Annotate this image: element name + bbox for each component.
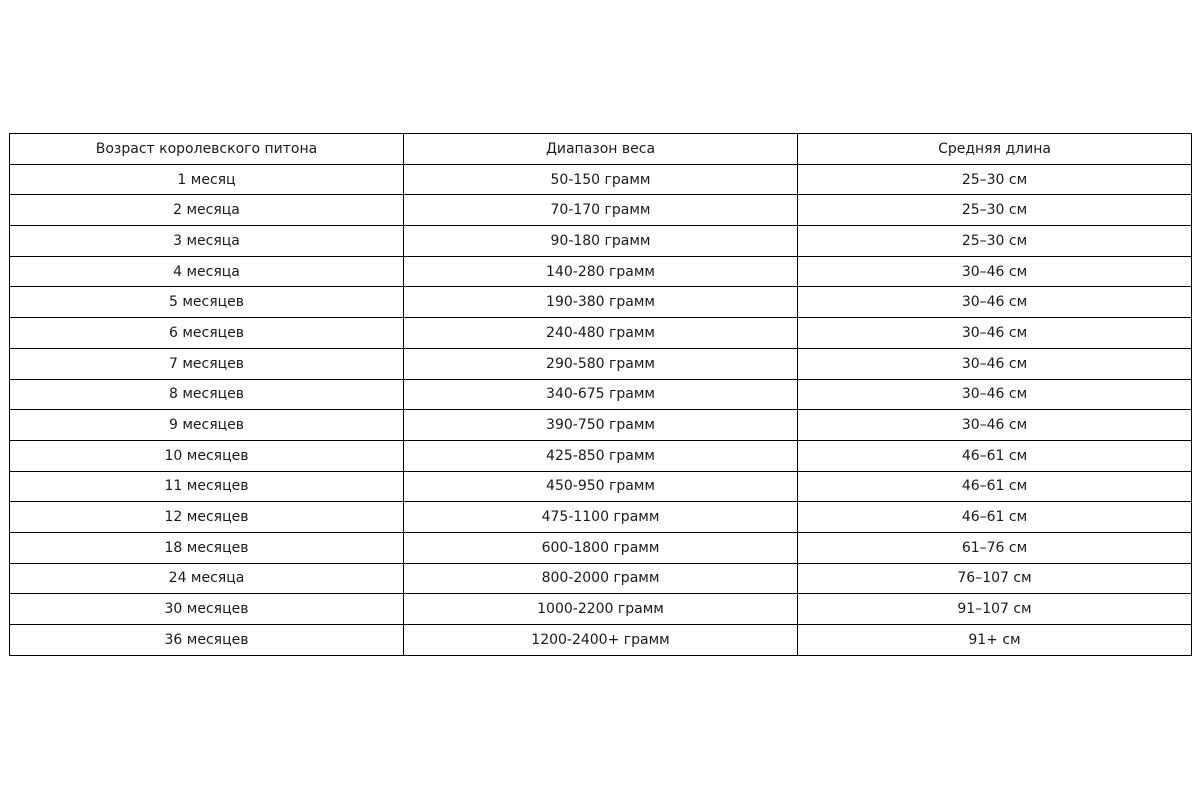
- cell-weight-range: 190-380 грамм: [404, 287, 798, 318]
- cell-average-length: 25–30 см: [798, 226, 1192, 257]
- table-row: [10, 226, 1192, 257]
- cell-weight-range: 390-750 грамм: [404, 410, 798, 441]
- cell-average-length: 76–107 см: [798, 563, 1192, 594]
- cell-weight-range: 425-850 грамм: [404, 440, 798, 471]
- table-row: [10, 410, 1192, 441]
- cell-age: 3 месяца: [10, 226, 404, 257]
- header-average-length: Средняя длина: [798, 134, 1192, 165]
- cell-average-length: 91–107 см: [798, 594, 1192, 625]
- table-row: [10, 532, 1192, 563]
- table-row: [10, 287, 1192, 318]
- cell-average-length: 46–61 см: [798, 440, 1192, 471]
- cell-average-length: 25–30 см: [798, 195, 1192, 226]
- cell-weight-range: 1000-2200 грамм: [404, 594, 798, 625]
- table-row: [10, 502, 1192, 533]
- growth-table-container: [9, 133, 1191, 656]
- cell-weight-range: 340-675 грамм: [404, 379, 798, 410]
- table-row: [10, 318, 1192, 349]
- cell-average-length: 46–61 см: [798, 502, 1192, 533]
- cell-weight-range: 290-580 грамм: [404, 348, 798, 379]
- cell-average-length: 30–46 см: [798, 379, 1192, 410]
- cell-weight-range: 50-150 грамм: [404, 164, 798, 195]
- table-row: [10, 594, 1192, 625]
- cell-average-length: 25–30 см: [798, 164, 1192, 195]
- cell-age: 30 месяцев: [10, 594, 404, 625]
- cell-age: 18 месяцев: [10, 532, 404, 563]
- cell-age: 1 месяц: [10, 164, 404, 195]
- table-row: [10, 440, 1192, 471]
- cell-average-length: 30–46 см: [798, 318, 1192, 349]
- table-body: [10, 164, 1192, 655]
- cell-age: 9 месяцев: [10, 410, 404, 441]
- table-row: [10, 379, 1192, 410]
- header-age: Возраст королевского питона: [10, 134, 404, 165]
- cell-average-length: 61–76 см: [798, 532, 1192, 563]
- cell-weight-range: 240-480 грамм: [404, 318, 798, 349]
- table-row: [10, 256, 1192, 287]
- ball-python-growth-table: [9, 133, 1192, 656]
- cell-age: 4 месяца: [10, 256, 404, 287]
- table-row: [10, 471, 1192, 502]
- cell-weight-range: 140-280 грамм: [404, 256, 798, 287]
- cell-average-length: 30–46 см: [798, 287, 1192, 318]
- cell-weight-range: 800-2000 грамм: [404, 563, 798, 594]
- cell-weight-range: 70-170 грамм: [404, 195, 798, 226]
- cell-age: 2 месяца: [10, 195, 404, 226]
- cell-age: 6 месяцев: [10, 318, 404, 349]
- cell-weight-range: 90-180 грамм: [404, 226, 798, 257]
- header-weight-range: Диапазон веса: [404, 134, 798, 165]
- cell-age: 36 месяцев: [10, 625, 404, 656]
- cell-weight-range: 475-1100 грамм: [404, 502, 798, 533]
- cell-age: 24 месяца: [10, 563, 404, 594]
- table-row: [10, 348, 1192, 379]
- cell-average-length: 91+ см: [798, 625, 1192, 656]
- table-row: [10, 625, 1192, 656]
- cell-weight-range: 450-950 грамм: [404, 471, 798, 502]
- cell-age: 10 месяцев: [10, 440, 404, 471]
- cell-age: 7 месяцев: [10, 348, 404, 379]
- cell-weight-range: 600-1800 грамм: [404, 532, 798, 563]
- table-row: [10, 195, 1192, 226]
- cell-average-length: 30–46 см: [798, 256, 1192, 287]
- cell-average-length: 30–46 см: [798, 410, 1192, 441]
- table-row: [10, 563, 1192, 594]
- cell-age: 8 месяцев: [10, 379, 404, 410]
- cell-average-length: 30–46 см: [798, 348, 1192, 379]
- cell-age: 5 месяцев: [10, 287, 404, 318]
- cell-age: 11 месяцев: [10, 471, 404, 502]
- cell-age: 12 месяцев: [10, 502, 404, 533]
- table-header-row: [10, 134, 1192, 165]
- cell-average-length: 46–61 см: [798, 471, 1192, 502]
- table-row: [10, 164, 1192, 195]
- cell-weight-range: 1200-2400+ грамм: [404, 625, 798, 656]
